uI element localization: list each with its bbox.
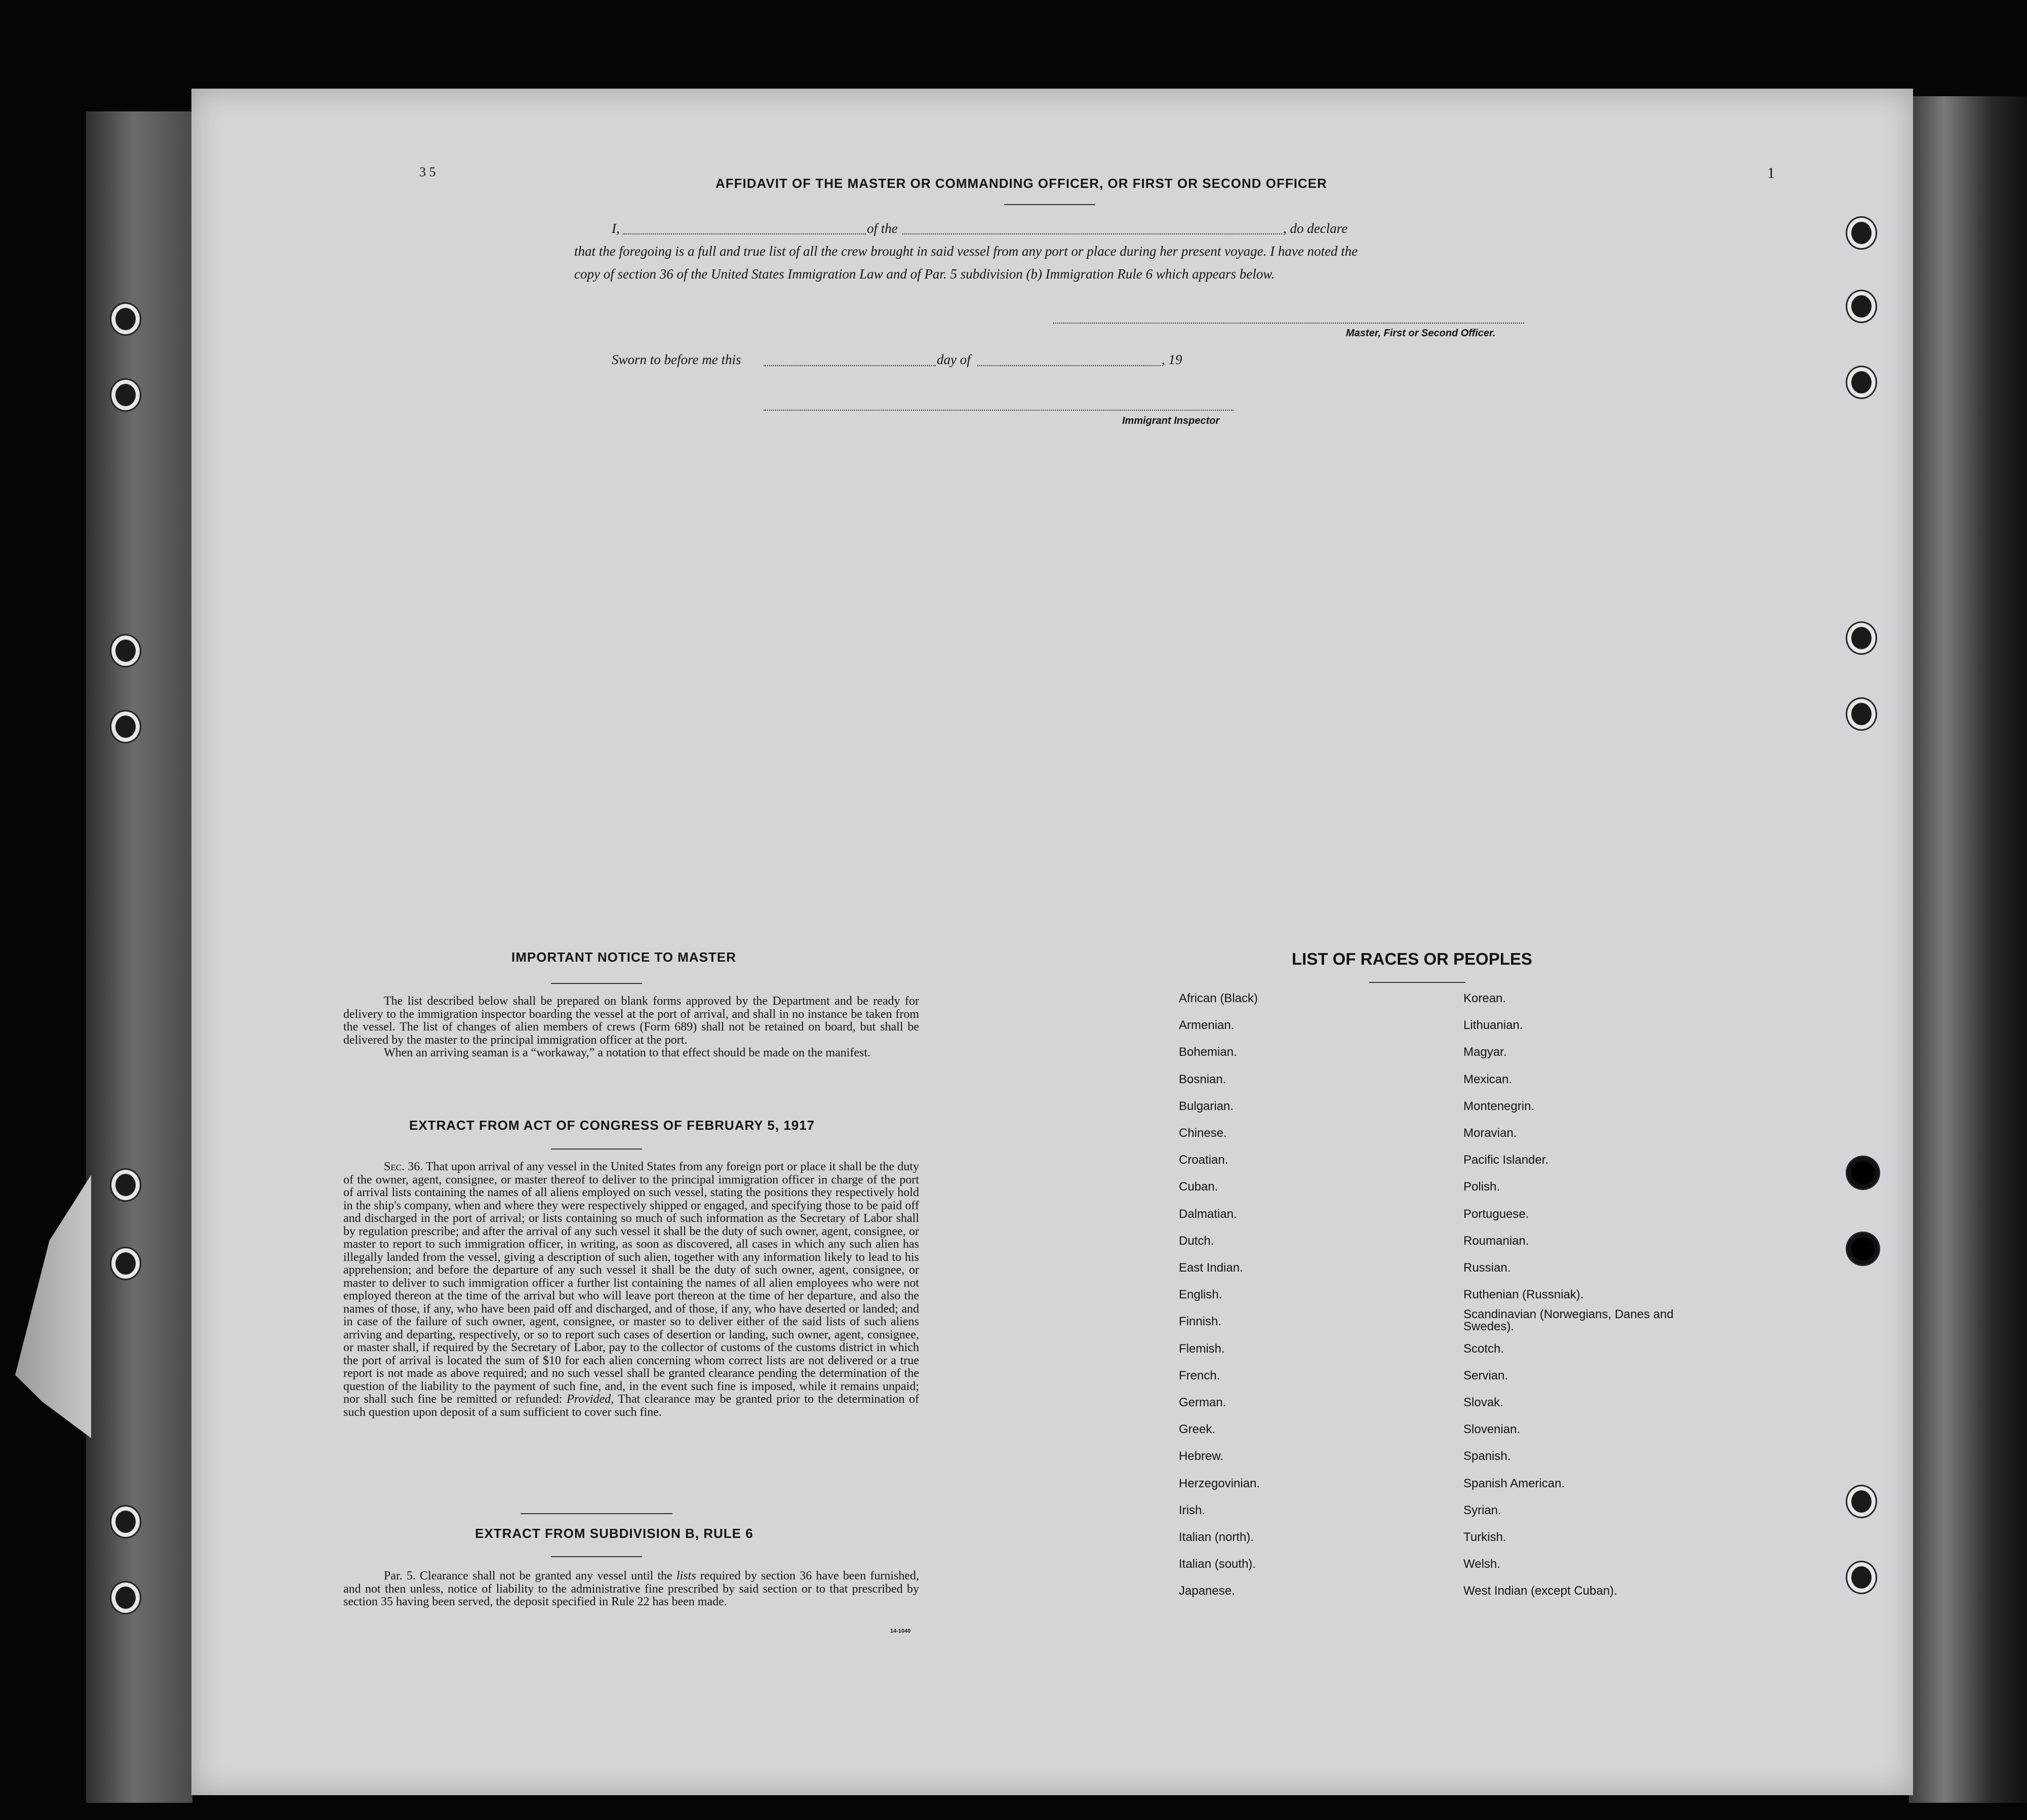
race-item: Bosnian. — [1179, 1072, 1226, 1086]
race-item: African (Black) — [1179, 992, 1258, 1005]
affidavit-i: I, — [612, 221, 620, 236]
race-item: Italian (north). — [1179, 1530, 1254, 1544]
title-rule — [551, 1556, 642, 1557]
race-item: Bulgarian. — [1179, 1099, 1234, 1113]
binder-hole — [111, 1248, 140, 1279]
binder-hole — [1847, 218, 1876, 248]
race-item: Polish. — [1463, 1180, 1500, 1194]
binder-hole — [111, 304, 140, 334]
notice-paragraph: When an arriving seaman is a “workaway,” a notation to that effect should be made on the manifest. — [384, 1046, 870, 1059]
race-item: Mexican. — [1463, 1072, 1513, 1086]
race-item: Bohemian. — [1179, 1045, 1237, 1059]
binder-hole — [111, 711, 140, 742]
binder-hole — [1847, 1562, 1876, 1593]
race-item: German. — [1179, 1396, 1226, 1409]
race-item: Moravian. — [1463, 1126, 1517, 1140]
races-title: LIST OF RACES OR PEOPLES — [1292, 949, 1532, 968]
race-item: Armenian. — [1179, 1018, 1235, 1033]
master-signature-line — [1053, 323, 1524, 324]
binder-hole — [1847, 699, 1876, 729]
race-item: Herzegovinian. — [1179, 1476, 1260, 1490]
race-item: Italian (south). — [1179, 1557, 1256, 1571]
race-item: Montenegrin. — [1463, 1099, 1535, 1113]
race-item: Slovenian. — [1463, 1422, 1521, 1437]
race-item: Magyar. — [1463, 1045, 1507, 1059]
section-rule — [521, 1513, 672, 1514]
act-text: That clearance may be granted prior to the determination of such question upon deposit of a sum sufficient to cover such fine. — [343, 1393, 919, 1419]
race-item: Irish. — [1179, 1503, 1206, 1517]
notice-title: IMPORTANT NOTICE TO MASTER — [511, 949, 736, 965]
extract-rule-title: EXTRACT FROM SUBDIVISION B, RULE 6 — [475, 1526, 753, 1541]
sworn-day-of: day of — [937, 352, 971, 367]
race-item: Syrian. — [1463, 1503, 1501, 1517]
race-item: Servian. — [1463, 1368, 1508, 1382]
binder-hole — [1847, 291, 1876, 322]
form-number: 14-1040 — [890, 1628, 911, 1634]
binder-hole — [111, 1507, 140, 1537]
title-rule — [551, 983, 642, 984]
race-item: Cuban. — [1179, 1180, 1218, 1194]
race-item: West Indian (except Cuban). — [1463, 1584, 1617, 1598]
sworn-day-line — [764, 365, 936, 366]
race-item: Korean. — [1463, 992, 1506, 1005]
inspector-label: Immigrant Inspector — [1122, 415, 1220, 426]
notice-paragraph: The list described below shall be prepared on blank forms approved by the Department and be ready for delivery to the immigration inspector boarding the vessel at the port of arrival, and shall in no instance be taken from the vessel. The list of changes of alien members of crews (Form 689) shall not be retained on board, but shall be delivered by the master to the principal immigration officer at the port. — [343, 995, 919, 1047]
document-page — [191, 89, 1913, 1795]
section-label: Sec. 36. — [384, 1160, 423, 1173]
lists-word: lists — [676, 1569, 696, 1582]
race-item: East Indian. — [1179, 1261, 1243, 1275]
race-item: Scotch. — [1463, 1341, 1504, 1356]
race-item: Croatian. — [1179, 1153, 1228, 1167]
race-item: English. — [1179, 1288, 1222, 1302]
vessel-blank-line — [902, 233, 1282, 234]
master-signature-label: Master, First or Second Officer. — [1346, 328, 1496, 339]
sworn-month-line — [977, 365, 1161, 366]
binder-hole — [1847, 1233, 1879, 1264]
affidavit-line-2: that the foregoing is a full and true list of all the crew brought in said vessel from any port or place during her present voyage. I have noted the — [574, 244, 1358, 259]
race-item: Hebrew. — [1179, 1449, 1224, 1463]
race-item: Spanish American. — [1463, 1476, 1565, 1490]
race-item: Russian. — [1463, 1261, 1511, 1275]
race-item: Lithuanian. — [1463, 1018, 1523, 1033]
affidavit-declare: , do declare — [1283, 221, 1348, 236]
extract-act-body — [343, 1161, 919, 1419]
extract-act-title: EXTRACT FROM ACT OF CONGRESS OF FEBRUARY 5, 1917 — [409, 1118, 815, 1133]
race-item: Chinese. — [1179, 1126, 1227, 1140]
sworn-prefix: Sworn to before me this — [612, 352, 741, 367]
binding-strip-left — [86, 111, 192, 1803]
race-item: Japanese. — [1179, 1584, 1235, 1598]
torn-page-flap — [15, 1175, 91, 1438]
race-item: Flemish. — [1179, 1341, 1225, 1356]
title-rule — [1369, 982, 1465, 983]
inspector-signature-line — [764, 410, 1234, 411]
race-item: Slovak. — [1463, 1396, 1503, 1409]
race-item: French. — [1179, 1368, 1220, 1382]
binder-hole — [111, 1582, 140, 1613]
race-item: Pacific Islander. — [1463, 1153, 1549, 1167]
binder-hole — [1847, 1486, 1876, 1517]
provided-word: Provided, — [567, 1393, 614, 1406]
race-item: Welsh. — [1463, 1557, 1500, 1571]
race-item: Dutch. — [1179, 1234, 1214, 1248]
binder-hole — [1847, 623, 1876, 653]
race-item: Spanish. — [1463, 1449, 1511, 1463]
binder-hole — [111, 1170, 140, 1200]
affidavit-line-3: copy of section 36 of the United States Immigration Law and of Par. 5 subdivision (b) Immigration Rule 6 which appears below. — [574, 266, 1275, 282]
race-item: Roumanian. — [1463, 1234, 1529, 1248]
race-item: Scandinavian (Norwegians, Danes and Swedes). — [1463, 1308, 1674, 1334]
notice-body — [343, 995, 919, 1060]
binder-hole — [111, 380, 140, 410]
affidavit-of-the: of the — [867, 221, 898, 236]
binder-hole — [111, 636, 140, 666]
page-mark-corner: 3 5 — [419, 165, 436, 179]
binding-strip-right — [1909, 96, 2027, 1803]
binder-hole — [1847, 367, 1876, 398]
race-item: Greek. — [1179, 1422, 1216, 1437]
sworn-year: , 19 — [1162, 352, 1182, 367]
act-text: That upon arrival of any vessel in the United States from any foreign port or place it shall be the duty of the owner, agent, consignee, or master thereof to deliver to the principal immigration officer in charge of the port of arrival lists containing the names of all aliens employed on such vessel, stating the positions they respectively hold in the ship's company, when and where they were respectively shipped or engaged, and specifying those to be paid off and discharged in the port of arrival; or lists containing so much of such information as the Secretary of Labor shall by regulation prescribe; and after the arrival of any such vessel it shall be the duty of such owner, agent, consignee, or master to report to such immigration officer, in writing, as soon as discovered, all cases in which any such alien has illegally landed from the vessel, giving a description of such alien, together with any information likely to lead to his apprehension; and before the departure of any such vessel it shall be the duty of such owner, agent, consignee, or master to deliver to such immigration officer a further list containing the names of all alien employees who were not employed thereon at the time of the arrival but who will leave port thereon at the time of her departure, and also the names of those, if any, who have been paid off and discharged, and of those, if any, who have deserted or landed; and in case of the failure of such owner, agent, consignee, or master so to deliver either of the said lists of such aliens arriving and departing, respectively, or so to report such cases of desertion or landing, such owner, agent, consignee, or master shall, if required by the Secretary of Labor, pay to the collector of customs of the customs district in which the port of arrival is located the sum of $10 for each alien concerning whom correct lists are not delivered or a true report is not made as above required; and no such vessel shall be granted clearance pending the determination of the question of the liability to the payment of such fine, and, in the event such fine is imposed, while it remains unpaid; nor shall such fine be remitted or refunded: — [343, 1160, 919, 1406]
title-rule — [1004, 204, 1095, 205]
rule-text: required by section 36 have been furnished, and not then unless, notice of liability to the administrative fine prescribed by said section or to that prescribed by section 35 having been served, the deposit specified in Rule 22 has been made. — [343, 1569, 919, 1608]
affidavit-title: AFFIDAVIT OF THE MASTER OR COMMANDING OFFICER, OR FIRST OR SECOND OFFICER — [716, 176, 1327, 191]
page-mark-number: 1 — [1767, 165, 1775, 181]
race-item: Turkish. — [1463, 1530, 1506, 1544]
title-rule — [551, 1149, 642, 1150]
binder-hole — [1847, 1157, 1879, 1189]
race-item: Portuguese. — [1463, 1207, 1529, 1221]
name-blank-line — [623, 233, 866, 234]
race-item: Ruthenian (Russniak). — [1463, 1288, 1584, 1302]
race-item: Finnish. — [1179, 1315, 1222, 1329]
rule-text: Par. 5. Clearance shall not be granted any vessel until the — [384, 1569, 672, 1582]
extract-rule-body — [343, 1570, 919, 1609]
race-item: Dalmatian. — [1179, 1207, 1237, 1221]
